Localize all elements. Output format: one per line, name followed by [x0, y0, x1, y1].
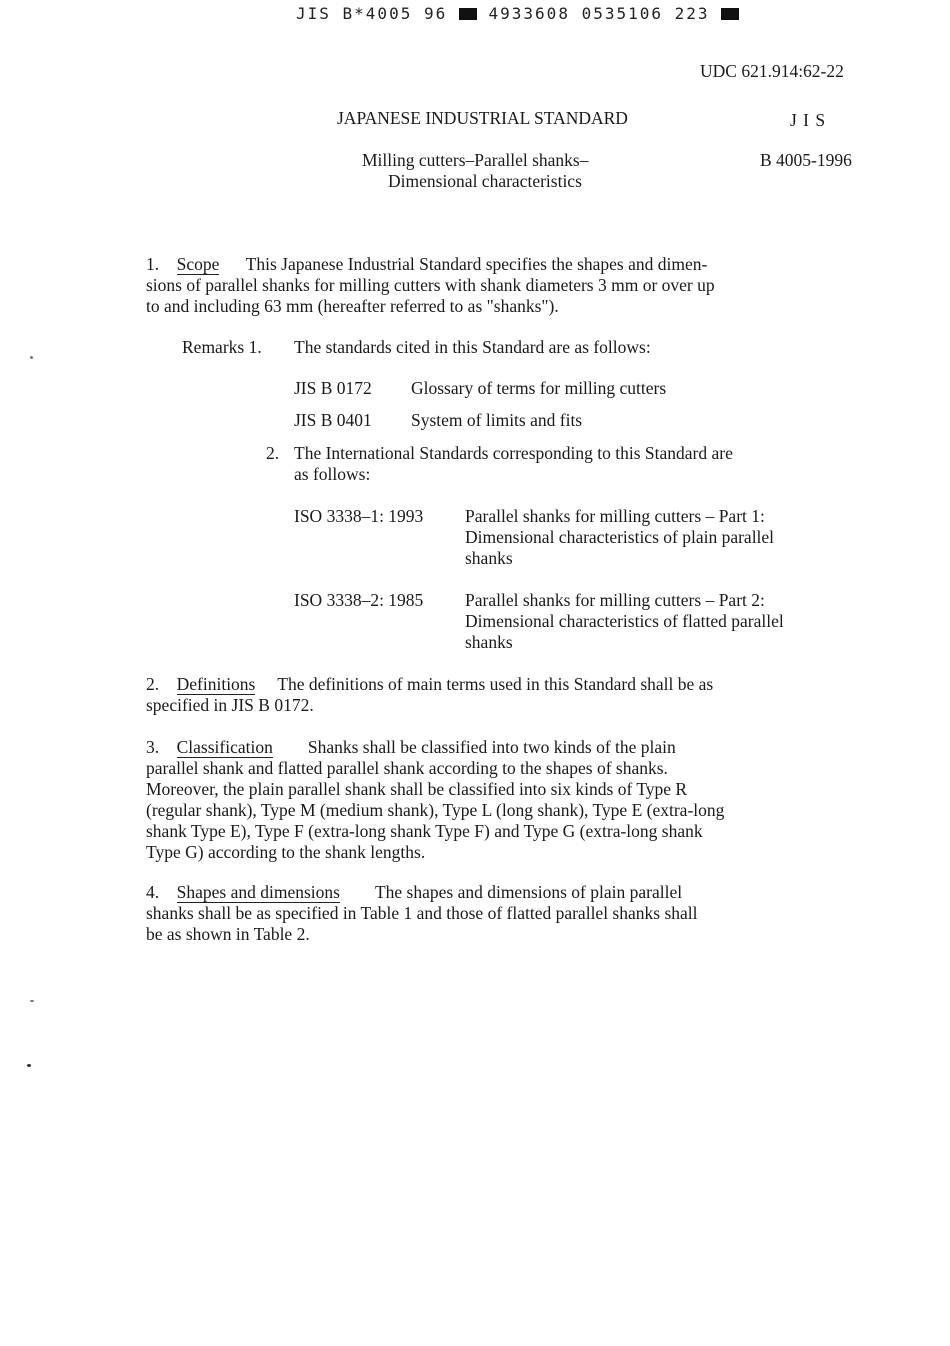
definitions-line-1: The definitions of main terms used in this Standard shall be as [277, 674, 714, 694]
remarks-number-2: 2. [266, 443, 280, 463]
document-header-code [296, 4, 739, 23]
standard-label: JAPANESE INDUSTRIAL STANDARD [337, 108, 628, 128]
section-number: 4. [146, 882, 160, 902]
redaction-block [721, 8, 739, 20]
remarks-text-2-line-1: The International Standards corresponding to this Standard are [294, 443, 733, 463]
cited-code: JIS B 0401 [294, 410, 372, 430]
section-definitions [146, 674, 872, 716]
section-classification [146, 737, 872, 863]
definitions-line-2: specified in JIS B 0172. [146, 695, 314, 715]
shapes-line-3: be as shown in Table 2. [146, 924, 310, 944]
header-code-part1: JIS B*4005 96 [296, 4, 448, 23]
iso-code: ISO 3338–2: 1985 [294, 590, 424, 610]
scan-speck [27, 1064, 31, 1067]
cited-code: JIS B 0172 [294, 378, 372, 398]
classification-line-2: parallel shank and flatted parallel shank according to the shapes of shanks. [146, 758, 668, 778]
iso-title-line: Parallel shanks for milling cutters – Part 2: [465, 590, 765, 610]
section-heading: Classification [176, 737, 273, 757]
classification-line-5: shank Type E), Type F (extra-long shank Type F) and Type G (extra-long shank [146, 821, 703, 841]
standard-number: B 4005-1996 [760, 150, 852, 170]
iso-title-line: shanks [465, 632, 513, 652]
scan-speck [30, 1000, 34, 1002]
section-heading: Shapes and dimensions [176, 882, 340, 902]
iso-code: ISO 3338–1: 1993 [294, 506, 424, 526]
cited-title: System of limits and fits [411, 410, 583, 430]
classification-line-3: Moreover, the plain parallel shank shall be classified into six kinds of Type R [146, 779, 688, 799]
section-shapes-dimensions [146, 882, 872, 945]
scope-line-2: sions of parallel shanks for milling cutters with shank diameters 3 mm or over up [146, 275, 715, 295]
section-heading: Definitions [176, 674, 256, 694]
iso-title-line: Dimensional characteristics of plain parallel [465, 527, 775, 547]
section-heading: Scope [176, 254, 220, 274]
title-line-2: Dimensional characteristics [388, 171, 582, 191]
section-number: 1. [146, 254, 160, 274]
jis-mark: J I S [790, 110, 827, 130]
classification-line-4: (regular shank), Type M (medium shank), Type L (long shank), Type E (extra-long [146, 800, 725, 820]
classification-line-6: Type G) according to the shank lengths. [146, 842, 426, 862]
udc-number: UDC 621.914:62-22 [700, 61, 844, 81]
title-line-1: Milling cutters–Parallel shanks– [362, 150, 589, 170]
shapes-line-1: The shapes and dimensions of plain parallel [374, 882, 683, 902]
remarks-label: Remarks 1. [182, 337, 262, 357]
scope-line-1: This Japanese Industrial Standard specifies the shapes and dimen- [245, 254, 708, 274]
redaction-block [459, 8, 477, 20]
scan-speck [30, 356, 33, 359]
scope-line-3: to and including 63 mm (hereafter referred to as "shanks"). [146, 296, 559, 316]
iso-title-line: shanks [465, 548, 513, 568]
classification-line-1: Shanks shall be classified into two kinds of the plain [307, 737, 676, 757]
header-code-part2: 4933608 0535106 223 [488, 4, 710, 23]
shapes-line-2: shanks shall be as specified in Table 1 and those of flatted parallel shanks shall [146, 903, 698, 923]
iso-title-line: Dimensional characteristics of flatted parallel [465, 611, 784, 631]
remarks-text-1: The standards cited in this Standard are as follows: [294, 337, 651, 357]
remarks-text-2-line-2: as follows: [294, 464, 371, 484]
section-scope [146, 254, 872, 317]
section-number: 3. [146, 737, 160, 757]
cited-title: Glossary of terms for milling cutters [411, 378, 667, 398]
section-number: 2. [146, 674, 160, 694]
iso-title-line: Parallel shanks for milling cutters – Part 1: [465, 506, 765, 526]
